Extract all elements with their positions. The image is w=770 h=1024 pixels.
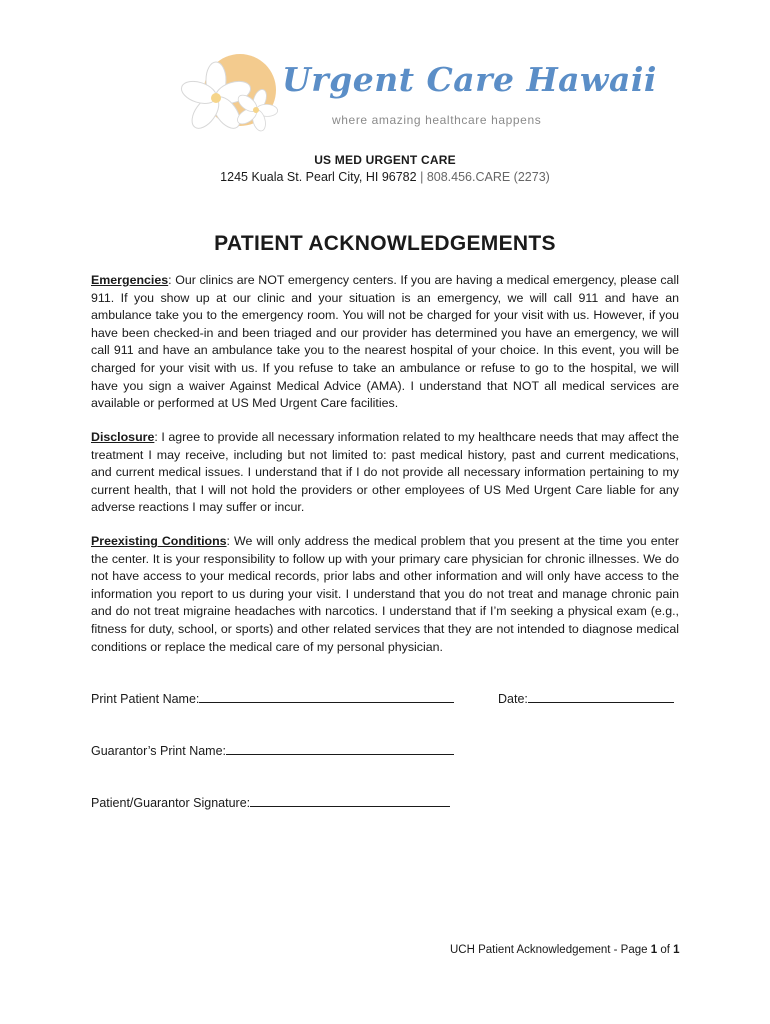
document-title: PATIENT ACKNOWLEDGEMENTS: [214, 232, 556, 255]
guarantor-name-line[interactable]: [226, 742, 454, 755]
logo: [178, 54, 657, 138]
patient-name-field: [91, 690, 454, 706]
footer-label: UCH Patient Acknowledgement - Page: [450, 944, 651, 956]
footer-page-total: 1: [673, 944, 680, 956]
section-delimiter: :: [168, 273, 172, 287]
organization-name: US MED URGENT CARE: [314, 153, 456, 167]
address-separator: |: [420, 170, 424, 184]
section-heading: Emergencies: [91, 273, 169, 287]
date-line[interactable]: [528, 690, 674, 703]
date-field: [498, 690, 674, 706]
signature-line[interactable]: [250, 794, 450, 807]
address: 1245 Kuala St. Pearl City, HI 96782: [220, 170, 417, 184]
phone-number: 808.456.CARE (2273): [426, 170, 550, 184]
section-emergencies: [91, 272, 679, 413]
section-heading: Disclosure: [91, 430, 155, 444]
section-disclosure: [91, 429, 679, 517]
section-heading: Preexisting Conditions: [91, 534, 227, 548]
section-text: I agree to provide all necessary information related to my healthcare needs that may affect the treatment I may receive, including but not limited to: past medical history, past and current medications, and current medical issues. I understand that if I do not provide all necessary information pertaining to my current health, that I will not hold the providers or other employees of US Med Urgent Care liable for any adverse reactions I may suffer or incur.: [91, 430, 679, 515]
guarantor-name-field: [91, 742, 454, 758]
guarantor-name-label: Guarantor’s Print Name:: [91, 744, 227, 758]
signature-field: [91, 794, 450, 810]
footer-page-number: 1: [650, 944, 658, 956]
footer-of: of: [657, 944, 674, 956]
signature-label: Patient/Guarantor Signature:: [91, 796, 251, 810]
date-label: Date:: [498, 692, 528, 706]
address-line: [0, 170, 770, 184]
section-delimiter: :: [226, 534, 230, 548]
brand-tagline: where amazing healthcare happens: [332, 113, 542, 127]
plumeria-flower-icon: [178, 54, 282, 138]
section-text: We will only address the medical problem that you present at the time you enter the center. It is your responsibility to follow up with your primary care physician for chronic illnesses. We do not have access to your medical records, prior labs and other information and will only have access to the information you report to us during your visit. I understand that you do not treat and manage chronic pain and do not treat migraine headaches with narcotics. I understand that if I’m seeking a physical exam (e.g., fitness for duty, school, or sports) and other related services that they are not intended to diagnose medical conditions or replace the medical care of my personal physician.: [91, 534, 679, 654]
patient-name-label: Print Patient Name:: [91, 692, 200, 706]
patient-name-line[interactable]: [199, 690, 454, 703]
brand-name: Urgent Care Hawaii: [282, 60, 657, 99]
section-preexisting-conditions: [91, 533, 679, 656]
page-footer: [450, 944, 680, 956]
section-text: Our clinics are NOT emergency centers. If you are having a medical emergency, please call 911. If you show up at our clinic and your situation is an emergency, we will call 911 and have an ambulance take you to the emergency room. You will not be charged for your visit with us. However, if you have been checked-in and been triaged and our provider has determined you have an emergency, we will call 911 and have an ambulance take you to the nearest hospital of your choice. In this event, you will be charged for your visit with us. If you refuse to take an ambulance or refuse to go to the hospital, we will have you sign a waiver Against Medical Advice (AMA). I understand that NOT all medical services are available or performed at US Med Urgent Care facilities.: [91, 273, 679, 411]
section-delimiter: :: [154, 430, 158, 444]
